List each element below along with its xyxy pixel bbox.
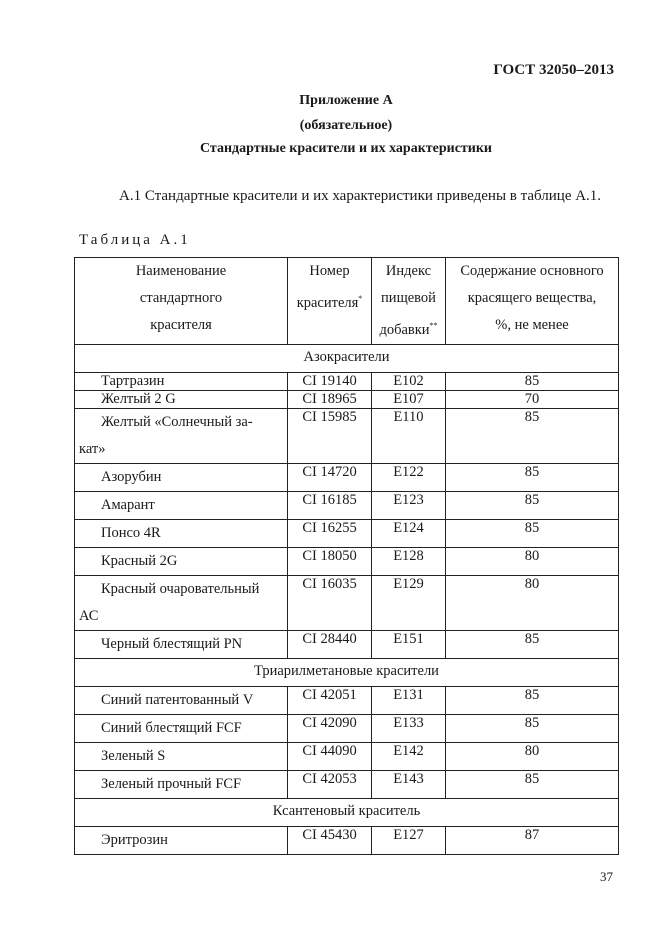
table-row (75, 686, 619, 714)
e-index: E129 (372, 575, 446, 630)
dye-name: Понсо 4R (101, 524, 161, 541)
intro-paragraph: А.1 Стандартные красители и их характеристики приведены в таблице А.1. (119, 188, 602, 204)
e-index: E107 (372, 390, 446, 408)
table-title: Таблица А.1 (79, 232, 191, 248)
table-row (75, 547, 619, 575)
table-header-row (75, 258, 619, 345)
content-value: 85 (446, 714, 619, 742)
header-name: Наименование стандартного красителя (75, 258, 288, 345)
group-title: Азокрасители (75, 344, 619, 372)
content-value: 85 (446, 519, 619, 547)
dye-name: Красный 2G (101, 552, 178, 569)
ci-number: CI 45430 (288, 826, 372, 854)
dye-name: Тартразин (101, 372, 165, 389)
ci-number: CI 16255 (288, 519, 372, 547)
table-row (75, 630, 619, 658)
document-code: ГОСТ 32050–2013 (493, 62, 614, 78)
e-index: E124 (372, 519, 446, 547)
e-index: E123 (372, 491, 446, 519)
table-row (75, 491, 619, 519)
table-row (75, 519, 619, 547)
dye-name: Амарант (101, 496, 155, 513)
header-e-index: Индекс пищевой добавки** (372, 258, 446, 345)
e-index: E151 (372, 630, 446, 658)
group-row (75, 798, 619, 826)
e-index: E133 (372, 714, 446, 742)
dye-name: Желтый 2 G (101, 390, 176, 407)
dye-name: Эритрозин (101, 831, 168, 848)
ci-number: CI 42053 (288, 770, 372, 798)
content-value: 85 (446, 463, 619, 491)
table-row (75, 390, 619, 408)
e-index: E122 (372, 463, 446, 491)
ci-number: CI 42051 (288, 686, 372, 714)
e-index: E127 (372, 826, 446, 854)
group-title: Ксантеновый краситель (75, 798, 619, 826)
table-row (75, 575, 619, 630)
e-index: E128 (372, 547, 446, 575)
table-row (75, 742, 619, 770)
appendix-title: Приложение А (299, 93, 393, 108)
ci-number: CI 18050 (288, 547, 372, 575)
ci-number: CI 19140 (288, 372, 372, 390)
dye-name: Азорубин (101, 468, 162, 485)
content-value: 80 (446, 575, 619, 630)
content-value: 85 (446, 408, 619, 463)
ci-number: CI 15985 (288, 408, 372, 463)
e-index: E102 (372, 372, 446, 390)
ci-number: CI 18965 (288, 390, 372, 408)
appendix-subtitle: Стандартные красители и их характеристики (200, 141, 492, 156)
content-value: 85 (446, 491, 619, 519)
content-value: 85 (446, 686, 619, 714)
dye-name: Синий патентованный V (101, 691, 254, 708)
dye-name: Желтый «Солнечный за- (101, 413, 253, 430)
dye-name-cont: кат» (79, 440, 106, 457)
ci-number: CI 16035 (288, 575, 372, 630)
content-value: 70 (446, 390, 619, 408)
content-value: 80 (446, 547, 619, 575)
ci-number: CI 42090 (288, 714, 372, 742)
content-value: 85 (446, 770, 619, 798)
dye-name: Зеленый S (101, 747, 166, 764)
ci-number: CI 16185 (288, 491, 372, 519)
page-number: 37 (600, 869, 613, 884)
table-row (75, 770, 619, 798)
content-value: 87 (446, 826, 619, 854)
ci-number: CI 44090 (288, 742, 372, 770)
dye-name: Черный блестящий PN (101, 635, 243, 652)
content-value: 85 (446, 372, 619, 390)
dyes-table (74, 257, 619, 855)
table-row (75, 372, 619, 390)
header-content: Содержание основного красящего вещества, %, не менее (446, 258, 619, 345)
content-value: 80 (446, 742, 619, 770)
ci-number: CI 28440 (288, 630, 372, 658)
group-row (75, 344, 619, 372)
dye-name: Синий блестящий FCF (101, 719, 242, 736)
table-row (75, 463, 619, 491)
dye-name: Красный очаровательный (101, 580, 260, 597)
table-row (75, 408, 619, 463)
table-row (75, 826, 619, 854)
header-ci-number: Номер красителя* (288, 258, 372, 345)
e-index: E131 (372, 686, 446, 714)
appendix-status: (обязательное) (299, 118, 393, 133)
group-title: Триарилметановые красители (75, 658, 619, 686)
e-index: E142 (372, 742, 446, 770)
e-index: E143 (372, 770, 446, 798)
dye-name-cont: АС (79, 607, 99, 624)
dye-name: Зеленый прочный FCF (101, 775, 242, 792)
group-row (75, 658, 619, 686)
table-row (75, 714, 619, 742)
content-value: 85 (446, 630, 619, 658)
ci-number: CI 14720 (288, 463, 372, 491)
e-index: E110 (372, 408, 446, 463)
